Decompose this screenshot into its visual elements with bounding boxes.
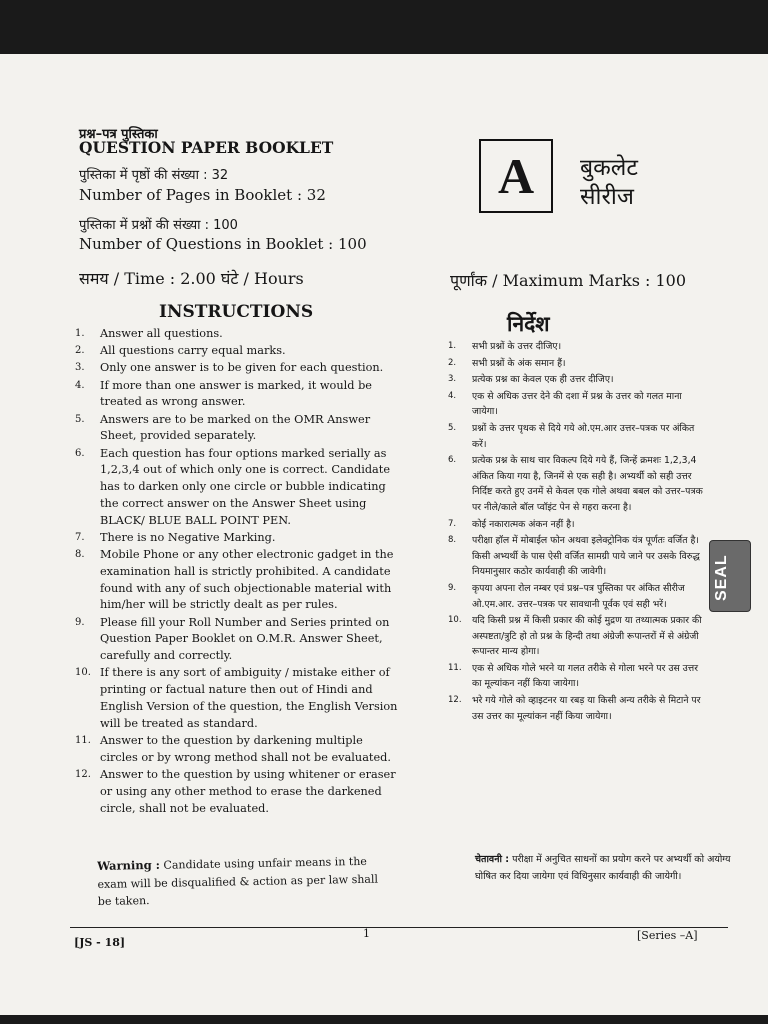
instruction-en-item-number: 1. bbox=[75, 328, 85, 339]
instruction-en-item bbox=[75, 326, 400, 343]
instructions-list-english bbox=[75, 326, 400, 818]
instruction-hi-item-number: 6. bbox=[448, 455, 457, 466]
instruction-en-item-number: 4. bbox=[75, 379, 85, 391]
footer-rule bbox=[70, 927, 728, 928]
instruction-en-item bbox=[75, 615, 400, 665]
instruction-hi-item bbox=[448, 339, 710, 355]
instruction-hi-item bbox=[448, 533, 710, 580]
footer-page-number: 1 bbox=[363, 927, 370, 940]
instruction-en-item-text: Each question has four options marked serially as 1,2,3,4 out of which only one is correct. Candidate has to darken only one circle or bubble indicating the correct answer on the Answer Sheet using BLACK/ BLUE BALL POINT PEN. bbox=[100, 446, 391, 527]
footer-series: [Series –A] bbox=[637, 929, 698, 942]
instruction-en-item-text: Answer to the question by darkening multiple circles or by wrong method shall not be evaluated. bbox=[100, 734, 391, 764]
instruction-hi-item bbox=[448, 372, 710, 388]
instruction-hi-item-number: 12. bbox=[448, 695, 462, 706]
instruction-hi-item-number: 3. bbox=[448, 374, 457, 385]
instruction-en-item bbox=[75, 412, 400, 446]
series-label-line1: बुकलेट bbox=[580, 155, 638, 181]
instruction-en-item-number: 10. bbox=[75, 667, 91, 679]
instruction-en-item-number: 8. bbox=[75, 549, 85, 561]
instruction-en-item-text: Answers are to be marked on the OMR Answer Sheet, provided separately. bbox=[100, 412, 371, 443]
instruction-hi-item-text: परीक्षा हॉल में मोबाईल फोन अथवा इलेक्ट्रोनिक यंत्र पूर्णतः वर्जित है। किसी अभ्यर्थी के पास ऐसी वर्जित सामग्री पाये जाने पर उसके विरुद्ध नियमानुसार कठोर कार्यवाही की जावेगी। bbox=[472, 535, 700, 578]
instruction-hi-item bbox=[448, 517, 710, 533]
instruction-hi-item bbox=[448, 421, 710, 452]
instruction-en-item-number: 5. bbox=[75, 413, 85, 425]
instruction-en-item-number: 2. bbox=[75, 345, 85, 357]
instruction-hi-item-text: एक से अधिक गोले भरने या गलत तरीके से गोला भरने पर उस उत्तर का मूल्यांकन नहीं किया जायेगा। bbox=[472, 662, 699, 690]
series-label-line2: सीरीज bbox=[580, 184, 634, 210]
instruction-en-item bbox=[75, 360, 400, 377]
instruction-hi-item-text: प्रश्नों के उत्तर पृथक से दिये गये ओ.एम.आर उत्तर–पत्रक पर अंकित करें। bbox=[472, 422, 695, 450]
warning-label-hindi: चेतावनी : bbox=[475, 854, 510, 865]
instruction-en-item-text: Mobile Phone or any other electronic gadget in the examination hall is strictly prohibited. A candidate found with any of such objectionable material with him/her will be strictly dealt as per rules. bbox=[100, 548, 394, 612]
instruction-en-item-number: 3. bbox=[75, 362, 85, 374]
questions-count-hindi: पुस्तिका में प्रश्नों की संख्या : 100 bbox=[79, 218, 238, 233]
instruction-en-item-number: 12. bbox=[75, 769, 91, 781]
warning-hindi bbox=[475, 851, 735, 885]
instruction-hi-item-number: 1. bbox=[448, 341, 457, 351]
instruction-en-item bbox=[75, 530, 400, 547]
instructions-heading: INSTRUCTIONS bbox=[159, 302, 314, 322]
instruction-hi-item-number: 9. bbox=[448, 582, 457, 593]
questions-count-english: Number of Questions in Booklet : 100 bbox=[79, 235, 367, 253]
instruction-en-item-number: 11. bbox=[75, 735, 91, 747]
instruction-hi-item bbox=[448, 453, 710, 515]
instruction-hi-item-number: 2. bbox=[448, 357, 457, 368]
instruction-en-item bbox=[75, 665, 400, 732]
instruction-en-item-text: If there is any sort of ambiguity / mistake either of printing or factual nature then out of Hindi and English Version of the question, the English Version will be treated as standard. bbox=[100, 666, 398, 730]
instruction-hi-item bbox=[448, 389, 710, 420]
seal-label: SEAL bbox=[713, 554, 730, 601]
warning-label: Warning : bbox=[97, 857, 161, 873]
instruction-en-item-text: There is no Negative Marking. bbox=[100, 530, 276, 544]
instruction-hi-item-number: 10. bbox=[448, 615, 462, 626]
instruction-hi-item-number: 11. bbox=[448, 662, 462, 673]
instruction-en-item-text: Please fill your Roll Number and Series printed on Question Paper Booklet on O.M.R. Answer Sheet, carefully and correctly. bbox=[100, 615, 390, 663]
instruction-hi-item-text: यदि किसी प्रश्न में किसी प्रकार की कोई मुद्रण या तथ्यात्मक प्रकार की अस्पष्टता/त्रुटि हो तो प्रश्न के हिन्दी तथा अंग्रेजी रूपान्तरों में से अंग्रेजी रूपान्तर मान्य होगा। bbox=[472, 615, 702, 658]
instructions-list-hindi bbox=[448, 339, 710, 725]
instruction-hi-item-text: प्रत्येक प्रश्न के साथ चार विकल्प दिये गये हैं, जिन्हें क्रमशः 1,2,3,4 अंकित किया गया है, जिनमें से एक सही है। अभ्यर्थी को सही उत्तर निर्दिष्ट करते हुए उनमें से केवल एक गोले अथवा बबल को उत्तर–पत्रक पर नीले/काले बॉल प्वॉइंट पेन से गहरा करना है। bbox=[472, 455, 703, 513]
warning-text: Candidate using unfair means in the exam will be disqualified & action as per law shall be taken. bbox=[97, 854, 379, 909]
instruction-hi-item bbox=[448, 581, 710, 612]
instruction-hi-item-text: एक से अधिक उत्तर देने की दशा में प्रश्न के उत्तर को गलत माना जायेगा। bbox=[472, 390, 682, 418]
pages-count-hindi: पुस्तिका में पृष्ठों की संख्या : 32 bbox=[79, 168, 229, 183]
booklet-title-english: QUESTION PAPER BOOKLET bbox=[79, 138, 334, 157]
maximum-marks: पूर्णांक / Maximum Marks : 100 bbox=[450, 271, 687, 290]
series-letter-box: A bbox=[479, 139, 553, 213]
seal-tab bbox=[709, 540, 751, 612]
instruction-hi-item-text: सभी प्रश्नों के अंक समान हैं। bbox=[472, 357, 566, 369]
instruction-hi-item-text: कृपया अपना रोल नम्बर एवं प्रश्न–पत्र पुस्तिका पर अंकित सीरीज ओ.एम.आर. उत्तर–पत्रक पर सावधानी पूर्वक एवं सही भरें। bbox=[472, 582, 685, 610]
instruction-en-item-number: 6. bbox=[75, 447, 85, 459]
instruction-hi-item-text: सभी प्रश्नों के उत्तर दीजिए। bbox=[472, 341, 562, 352]
instruction-en-item-text: Answer to the question by using whitener or eraser or using any other method to erase the darkened circle, shall not be evaluated. bbox=[100, 768, 396, 815]
instruction-hi-item bbox=[448, 356, 710, 372]
instruction-en-item bbox=[75, 767, 400, 817]
footer-code: [JS - 18] bbox=[74, 936, 126, 949]
instruction-hi-item-text: भरे गये गोले को व्हाइटनर या रबड़ या किसी अन्य तरीके से मिटाने पर उस उत्तर का मूल्यांकन नहीं किया जायेगा। bbox=[472, 695, 701, 722]
instruction-en-item bbox=[75, 343, 400, 360]
instruction-en-item-text: Only one answer is to be given for each question. bbox=[100, 361, 384, 375]
warning-text-hindi: परीक्षा में अनुचित साधनों का प्रयोग करने पर अभ्यर्थी को अयोग्य घोषित कर दिया जायेगा एवं विधिनुसार कार्यवाही की जायेगी। bbox=[475, 854, 731, 882]
instruction-hi-item bbox=[448, 661, 710, 692]
instruction-hi-item-number: 7. bbox=[448, 518, 457, 529]
instruction-en-item-number: 9. bbox=[75, 616, 85, 628]
instructions-heading-hindi: निर्देश bbox=[507, 312, 550, 336]
instruction-hi-item bbox=[448, 613, 710, 660]
instruction-hi-item-number: 8. bbox=[448, 535, 457, 546]
instruction-en-item bbox=[75, 733, 400, 767]
question-paper-page bbox=[0, 40, 768, 1015]
instruction-en-item-text: Answer all questions. bbox=[100, 327, 223, 340]
scan-top-border bbox=[0, 40, 768, 54]
warning-english bbox=[97, 852, 388, 910]
instruction-en-item-number: 7. bbox=[75, 531, 85, 543]
instruction-hi-item-text: प्रत्येक प्रश्न का केवल एक ही उत्तर दीजिए। bbox=[472, 374, 614, 386]
instruction-hi-item-number: 5. bbox=[448, 422, 457, 433]
instruction-hi-item-text: कोई नकारात्मक अंकन नहीं है। bbox=[472, 518, 575, 530]
booklet-title-hindi: प्रश्न–पत्र पुस्तिका bbox=[79, 127, 158, 142]
instruction-en-item bbox=[75, 547, 400, 614]
instruction-en-item bbox=[75, 378, 400, 412]
instruction-hi-item-number: 4. bbox=[448, 390, 457, 401]
time-duration: समय / Time : 2.00 घंटे / Hours bbox=[79, 269, 304, 288]
instruction-hi-item bbox=[448, 693, 710, 724]
instruction-en-item-text: If more than one answer is marked, it would be treated as wrong answer. bbox=[100, 378, 372, 409]
instruction-en-item bbox=[75, 446, 400, 530]
instruction-en-item-text: All questions carry equal marks. bbox=[100, 344, 286, 358]
pages-count-english: Number of Pages in Booklet : 32 bbox=[79, 186, 326, 204]
